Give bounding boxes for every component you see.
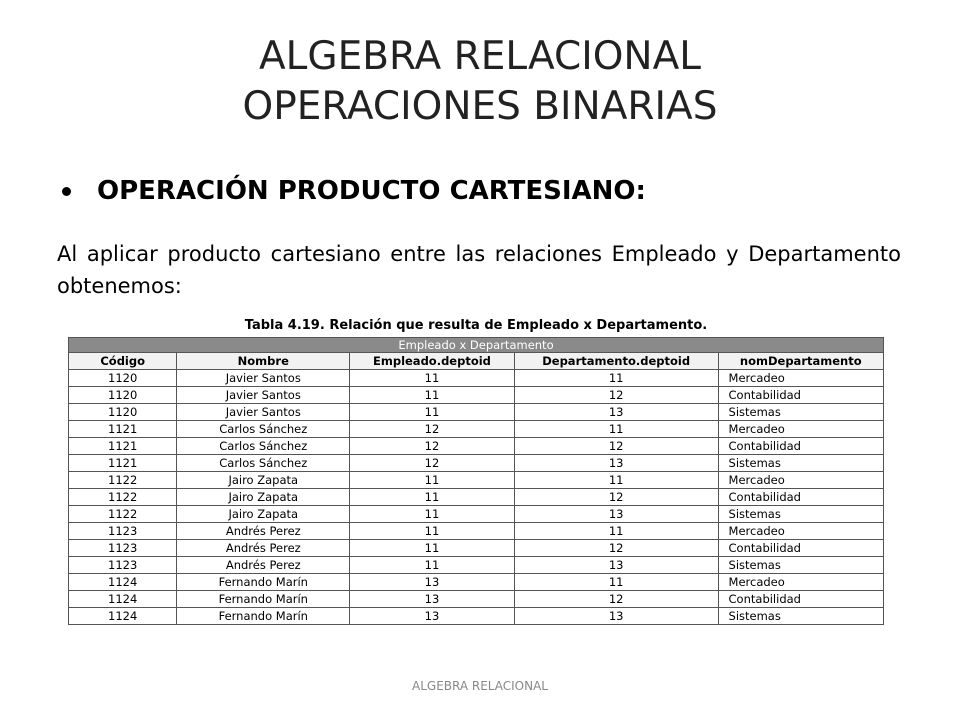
table-cell: Jairo Zapata: [177, 472, 350, 489]
table-cell: Contabilidad: [718, 387, 883, 404]
table-cell: 12: [350, 421, 515, 438]
table-row: [69, 472, 884, 489]
table-cell: 13: [350, 608, 515, 625]
table-cell: Mercadeo: [718, 370, 883, 387]
table-cell: 11: [350, 404, 515, 421]
table-cell: 11: [350, 370, 515, 387]
table-cell: Contabilidad: [718, 489, 883, 506]
table-cell: Mercadeo: [718, 523, 883, 540]
table-cell: Andrés Perez: [177, 557, 350, 574]
column-header: Nombre: [177, 353, 350, 370]
table-cell: 11: [514, 472, 718, 489]
table-cell: 11: [350, 387, 515, 404]
table-row: [69, 387, 884, 404]
column-header: Departamento.deptoid: [514, 353, 718, 370]
bullet-icon: [62, 187, 71, 196]
column-header: Empleado.deptoid: [350, 353, 515, 370]
table-cell: 11: [514, 421, 718, 438]
table-cell: 11: [350, 540, 515, 557]
table-cell: Sistemas: [718, 404, 883, 421]
table-header-row: [69, 353, 884, 370]
table-cell: Javier Santos: [177, 370, 350, 387]
table-band-title: Empleado x Departamento: [69, 338, 884, 353]
table-cell: Fernando Marín: [177, 574, 350, 591]
intro-paragraph: Al aplicar producto cartesiano entre las relaciones Empleado y Departamento obtenemos:: [57, 242, 901, 298]
table-cell: Javier Santos: [177, 387, 350, 404]
table-row: [69, 574, 884, 591]
table-cell: Mercadeo: [718, 472, 883, 489]
table-cell: 1124: [69, 591, 177, 608]
table-cell: 12: [514, 387, 718, 404]
table-cell: 12: [514, 438, 718, 455]
table-cell: Sistemas: [718, 608, 883, 625]
bullet-text: OPERACIÓN PRODUCTO CARTESIANO:: [97, 176, 646, 206]
table-cell: Mercadeo: [718, 421, 883, 438]
column-header: Código: [69, 353, 177, 370]
table-cell: 11: [514, 574, 718, 591]
table-cell: Javier Santos: [177, 404, 350, 421]
table-cell: 11: [350, 489, 515, 506]
footer-text: ALGEBRA RELACIONAL: [412, 679, 548, 693]
table-row: [69, 455, 884, 472]
table-row: [69, 438, 884, 455]
table-cell: 1120: [69, 370, 177, 387]
table-cell: Carlos Sánchez: [177, 438, 350, 455]
table-row: [69, 506, 884, 523]
table-cell: 1120: [69, 387, 177, 404]
column-header: nomDepartamento: [718, 353, 883, 370]
table-cell: 12: [514, 540, 718, 557]
table-row: [69, 523, 884, 540]
table-row: [69, 591, 884, 608]
table-row: [69, 557, 884, 574]
table-cell: Jairo Zapata: [177, 489, 350, 506]
table-cell: Fernando Marín: [177, 591, 350, 608]
table-row: [69, 489, 884, 506]
table-cell: 13: [514, 455, 718, 472]
title-line-2: OPERACIONES BINARIAS: [242, 84, 718, 129]
table-cell: Carlos Sánchez: [177, 455, 350, 472]
table-cell: 1123: [69, 557, 177, 574]
table-cell: Sistemas: [718, 455, 883, 472]
table-cell: Contabilidad: [718, 591, 883, 608]
table-cell: 13: [350, 574, 515, 591]
table-cell: 12: [514, 591, 718, 608]
table-cell: Jairo Zapata: [177, 506, 350, 523]
table-cell: 11: [350, 472, 515, 489]
table-cell: 1124: [69, 608, 177, 625]
table-cell: Mercadeo: [718, 574, 883, 591]
table-cell: 1122: [69, 506, 177, 523]
table-body: [69, 370, 884, 625]
table-cell: 1122: [69, 472, 177, 489]
table-cell: 1120: [69, 404, 177, 421]
table-cell: 11: [350, 506, 515, 523]
table-cell: 12: [514, 489, 718, 506]
table-cell: 11: [350, 557, 515, 574]
table-cell: 11: [350, 523, 515, 540]
table-cell: Carlos Sánchez: [177, 421, 350, 438]
table-row: [69, 608, 884, 625]
table-cell: 1122: [69, 489, 177, 506]
table-cell: 13: [514, 506, 718, 523]
table-cell: Contabilidad: [718, 438, 883, 455]
table-cell: 13: [514, 404, 718, 421]
title-line-1: ALGEBRA RELACIONAL: [259, 34, 701, 79]
table-row: [69, 421, 884, 438]
table-cell: 13: [350, 591, 515, 608]
cartesian-product-table: [68, 337, 884, 625]
table-cell: 12: [350, 438, 515, 455]
table-cell: Andrés Perez: [177, 540, 350, 557]
table-cell: 1124: [69, 574, 177, 591]
table-cell: 12: [350, 455, 515, 472]
table-cell: 13: [514, 557, 718, 574]
table-row: [69, 370, 884, 387]
table-cell: 1123: [69, 540, 177, 557]
table-cell: 1121: [69, 421, 177, 438]
table-cell: 11: [514, 370, 718, 387]
table-cell: Sistemas: [718, 506, 883, 523]
bullet-heading: [62, 176, 646, 206]
table-cell: Andrés Perez: [177, 523, 350, 540]
table-cell: Contabilidad: [718, 540, 883, 557]
table-cell: 1121: [69, 438, 177, 455]
table-cell: Sistemas: [718, 557, 883, 574]
table-cell: Fernando Marín: [177, 608, 350, 625]
table-row: [69, 404, 884, 421]
table-caption: Tabla 4.19. Relación que resulta de Empleado x Departamento.: [244, 318, 708, 333]
table-row: [69, 540, 884, 557]
cartesian-product-table-figure: [68, 318, 884, 625]
table-cell: 13: [514, 608, 718, 625]
table-cell: 1123: [69, 523, 177, 540]
table-cell: 1121: [69, 455, 177, 472]
table-cell: 11: [514, 523, 718, 540]
slide-title: [0, 32, 960, 132]
